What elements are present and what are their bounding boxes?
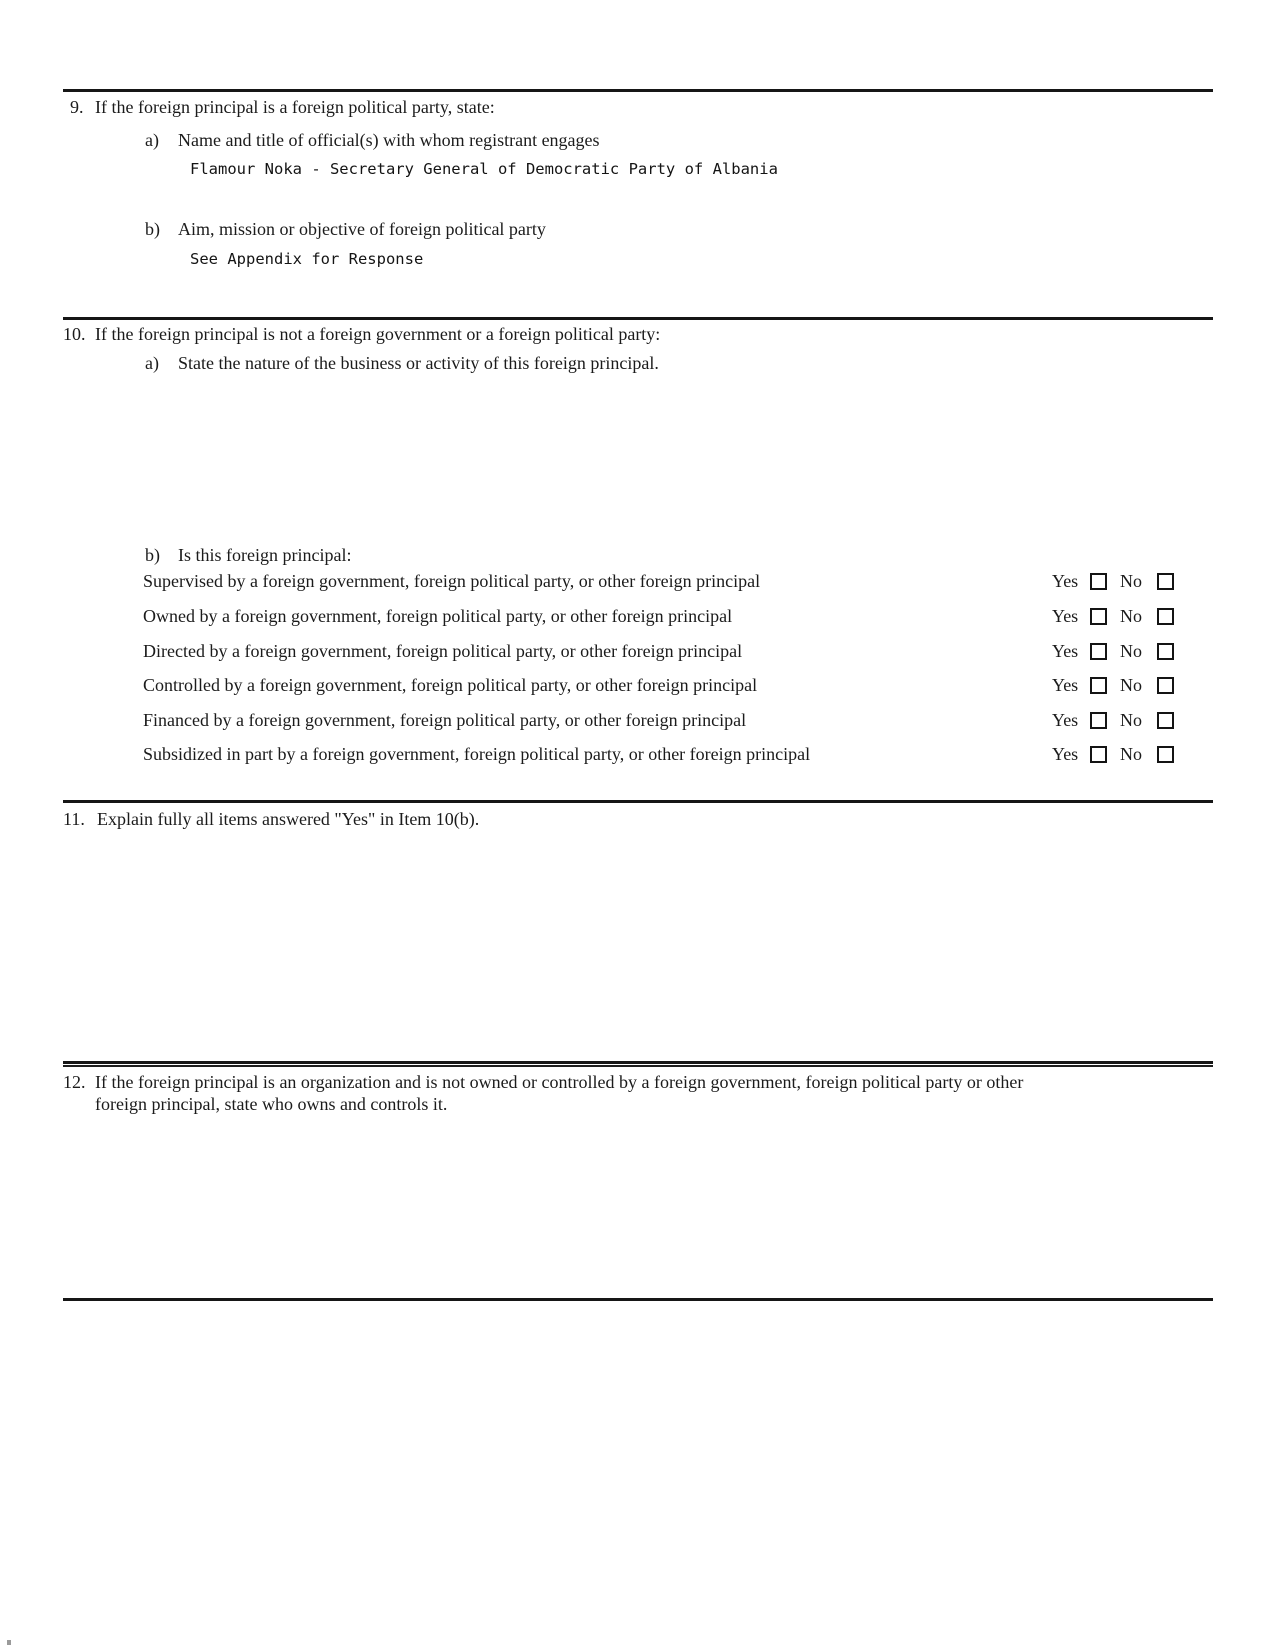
checklist-row-owned (0, 606, 1275, 628)
row-subsidized-label: Subsidized in part by a foreign government, foreign political party, or other foreign principal (143, 744, 811, 764)
section-divider-item11 (63, 800, 1213, 803)
supervised-no-checkbox[interactable] (1157, 573, 1174, 590)
no-label: No (1120, 675, 1142, 695)
item11-number: 11. (63, 809, 85, 829)
item12-question-line2: foreign principal, state who owns and controls it. (95, 1094, 448, 1114)
owned-no-checkbox[interactable] (1157, 608, 1174, 625)
item12-question-line1: If the foreign principal is an organization and is not owned or controlled by a foreign government, foreign political party or other (95, 1072, 1024, 1092)
scan-artifact (7, 1640, 11, 1645)
item11-answer-area[interactable] (97, 840, 1127, 1050)
item10a-question: State the nature of the business or activity of this foreign principal. (178, 353, 659, 373)
financed-no-checkbox[interactable] (1157, 712, 1174, 729)
item12-answer-area[interactable] (95, 1125, 1125, 1290)
no-label: No (1120, 744, 1142, 764)
item10-question: If the foreign principal is not a foreign government or a foreign political party: (95, 324, 661, 344)
row-directed-label: Directed by a foreign government, foreign political party, or other foreign principal (143, 641, 743, 661)
section-divider-bottom (63, 1298, 1213, 1301)
row-controlled-label: Controlled by a foreign government, foreign political party, or other foreign principal (143, 675, 758, 695)
section-divider-item12 (63, 1061, 1213, 1067)
no-label: No (1120, 571, 1142, 591)
checklist-row-directed (0, 641, 1275, 663)
item9b-letter: b) (145, 219, 160, 239)
item10b-letter: b) (145, 545, 160, 565)
item9-question: If the foreign principal is a foreign political party, state: (95, 97, 495, 117)
controlled-no-checkbox[interactable] (1157, 677, 1174, 694)
row-supervised-label: Supervised by a foreign government, foreign political party, or other foreign principal (143, 571, 761, 591)
section-divider-item10 (63, 317, 1213, 320)
checklist-row-supervised (0, 571, 1275, 593)
item9-number: 9. (70, 97, 84, 117)
checklist-row-subsidized (0, 744, 1275, 766)
row-financed-label: Financed by a foreign government, foreign political party, or other foreign principal (143, 710, 747, 730)
subsidized-yes-checkbox[interactable] (1090, 746, 1107, 763)
yes-label: Yes (1052, 675, 1079, 695)
item9a-question: Name and title of official(s) with whom registrant engages (178, 130, 600, 150)
item10a-answer-area[interactable] (178, 380, 1128, 530)
subsidized-no-checkbox[interactable] (1157, 746, 1174, 763)
no-label: No (1120, 606, 1142, 626)
yes-label: Yes (1052, 744, 1079, 764)
item11-question: Explain fully all items answered "Yes" in Item 10(b). (97, 809, 480, 829)
item9b-question: Aim, mission or objective of foreign political party (178, 219, 546, 239)
item9a-letter: a) (145, 130, 159, 150)
yes-label: Yes (1052, 710, 1079, 730)
controlled-yes-checkbox[interactable] (1090, 677, 1107, 694)
row-owned-label: Owned by a foreign government, foreign political party, or other foreign principal (143, 606, 733, 626)
item12-number: 12. (63, 1072, 86, 1092)
directed-no-checkbox[interactable] (1157, 643, 1174, 660)
directed-yes-checkbox[interactable] (1090, 643, 1107, 660)
item9b-answer: See Appendix for Response (190, 250, 424, 268)
owned-yes-checkbox[interactable] (1090, 608, 1107, 625)
yes-label: Yes (1052, 571, 1079, 591)
section-divider-top (63, 89, 1213, 92)
checklist-row-financed (0, 710, 1275, 732)
no-label: No (1120, 641, 1142, 661)
no-label: No (1120, 710, 1142, 730)
checklist-row-controlled (0, 675, 1275, 697)
item10-number: 10. (63, 324, 86, 344)
supervised-yes-checkbox[interactable] (1090, 573, 1107, 590)
item10b-question: Is this foreign principal: (178, 545, 352, 565)
yes-label: Yes (1052, 606, 1079, 626)
item9a-answer: Flamour Noka - Secretary General of Democratic Party of Albania (190, 160, 778, 178)
yes-label: Yes (1052, 641, 1079, 661)
financed-yes-checkbox[interactable] (1090, 712, 1107, 729)
item10a-letter: a) (145, 353, 159, 373)
